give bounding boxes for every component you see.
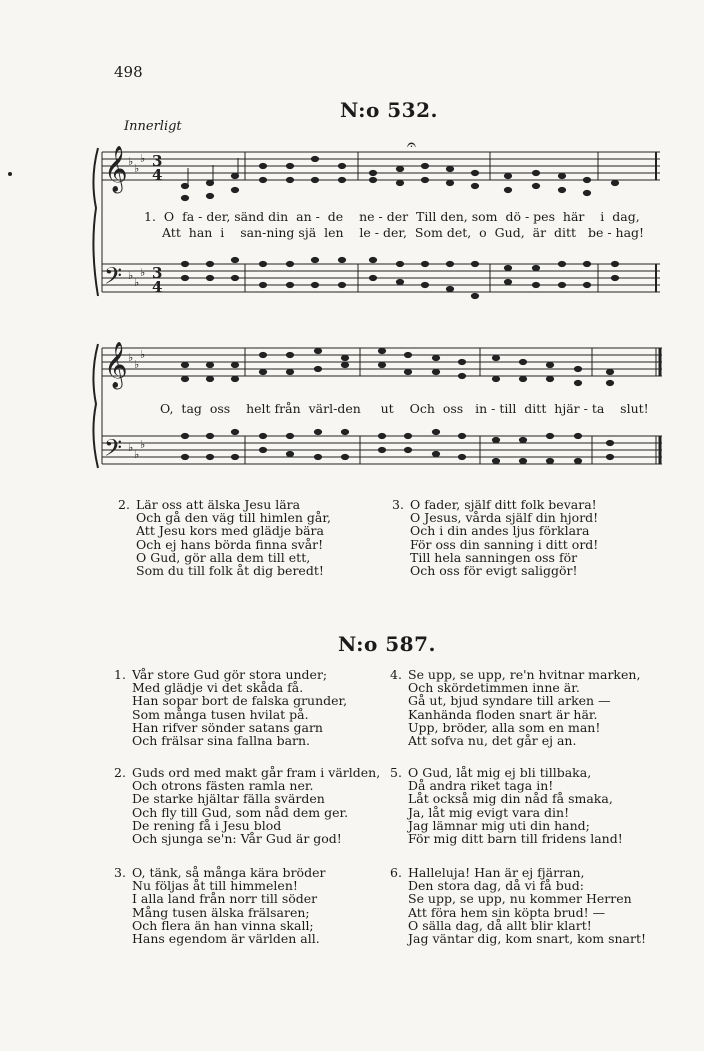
verse-line: Och ej hans börda finna svår! bbox=[136, 536, 324, 552]
verse-line: Jag väntar dig, kom snart, kom snart! bbox=[408, 931, 647, 947]
verse-line: O Gud, låt mig ej bli tillbaka, bbox=[408, 765, 592, 780]
verse-line: Guds ord med makt går fram i världen, bbox=[132, 765, 381, 780]
lyrics-line-3: O, tag oss helt från värl-den ut Och oss in - till ditt hjär - ta slut! bbox=[160, 401, 649, 416]
verse-line: Att Jesu kors med glädje bära bbox=[136, 523, 324, 539]
verse-number: 4. bbox=[390, 667, 402, 682]
verse-587-4 bbox=[390, 667, 641, 749]
verse-line: Och frälsar sina fallna barn. bbox=[132, 733, 311, 749]
svg-text:♭: ♭ bbox=[134, 276, 140, 289]
verse-number: 2. bbox=[118, 497, 130, 512]
verse-line: För mig ditt barn till fridens land! bbox=[408, 831, 623, 847]
lyrics-line-2: Att han i san-ning sjä len le - der, Som det, o Gud, är ditt be - hag! bbox=[162, 225, 645, 240]
svg-text:♭: ♭ bbox=[140, 266, 146, 279]
verse-532-2 bbox=[118, 497, 331, 579]
verse-532-3 bbox=[392, 497, 599, 579]
verse-line: Se upp, se upp, re'n hvitnar marken, bbox=[408, 667, 641, 682]
tempo-marking: Innerligt bbox=[124, 119, 182, 134]
verse-line: Vår store Gud gör stora under; bbox=[132, 667, 328, 682]
lyrics-line-1: 1. O fa - der, sänd din an - de ne - der Till den, som dö - pes här i dag, bbox=[144, 209, 640, 224]
verse-587-2 bbox=[114, 765, 381, 847]
verse-line: Och fly till Gud, som nåd dem ger. bbox=[132, 804, 349, 820]
verse-line: Han rifver sönder satans garn bbox=[132, 719, 323, 735]
hymn-532-title: N:o 532. bbox=[340, 98, 438, 122]
verse-line: O sälla dag, då allt blir klart! bbox=[408, 917, 592, 933]
verse-line: Att sofva nu, det går ej an. bbox=[408, 733, 577, 749]
music-score-system-1 bbox=[90, 138, 670, 310]
svg-text:♭: ♭ bbox=[134, 162, 140, 175]
svg-text:♭: ♭ bbox=[128, 351, 134, 364]
svg-text:♭: ♭ bbox=[140, 438, 146, 451]
verse-line: Kanhända floden snart är här. bbox=[408, 706, 598, 722]
verse-line: Låt också mig din nåd få smaka, bbox=[408, 791, 613, 807]
verse-line: Mång tusen älska frälsaren; bbox=[132, 904, 310, 920]
verse-line: Hans egendom är världen all. bbox=[132, 931, 320, 947]
svg-text:4: 4 bbox=[152, 166, 163, 184]
svg-text:♭: ♭ bbox=[128, 441, 134, 454]
verse-line: De starke hjältar fälla svärden bbox=[132, 791, 325, 807]
verse-line: Till hela sanningen oss för bbox=[410, 549, 578, 565]
margin-dot bbox=[8, 172, 12, 176]
verse-587-3 bbox=[114, 865, 326, 947]
svg-text:♭: ♭ bbox=[140, 152, 146, 165]
verse-line: Lär oss att älska Jesu lära bbox=[136, 497, 301, 512]
verse-line: Som många tusen hvilat på. bbox=[132, 706, 309, 722]
verse-587-6 bbox=[390, 865, 647, 947]
verse-587-5 bbox=[390, 765, 623, 847]
svg-text:♭: ♭ bbox=[128, 269, 134, 282]
verse-line: Ja, låt mig evigt vara din! bbox=[408, 804, 570, 820]
bass-clef-icon: 𝄢 bbox=[104, 434, 123, 467]
treble-clef-icon: 𝄞 bbox=[104, 342, 128, 388]
verse-number: 3. bbox=[114, 865, 126, 880]
verse-line: O Jesus, vårda själf din hjord! bbox=[410, 510, 599, 526]
verse-line: Och sjunga se'n: Vår Gud är god! bbox=[132, 831, 342, 847]
verse-line: Han sopar bort de falska grunder, bbox=[132, 693, 348, 709]
verse-line: Och oss för evigt saliggör! bbox=[410, 563, 578, 579]
verse-number: 1. bbox=[114, 667, 126, 682]
verse-number: 5. bbox=[390, 765, 402, 780]
verse-line: Med glädje vi det skåda få. bbox=[132, 680, 304, 696]
verse-line: Nu följas åt till himmelen! bbox=[132, 878, 298, 894]
verse-number: 2. bbox=[114, 765, 126, 780]
verse-line: Och gå den väg till himlen går, bbox=[136, 510, 331, 526]
verse-line: Och i din andes ljus förklara bbox=[410, 523, 590, 539]
verse-number: 6. bbox=[390, 865, 402, 880]
verse-line: Se upp, se upp, nu kommer Herren bbox=[408, 891, 632, 907]
verse-line: O fader, själf ditt folk bevara! bbox=[410, 497, 597, 512]
page-number: 498 bbox=[114, 63, 143, 81]
verse-line: Som du till folk åt dig beredt! bbox=[136, 563, 324, 579]
verse-line: Halleluja! Han är ej fjärran, bbox=[408, 865, 585, 880]
svg-text:♭: ♭ bbox=[134, 448, 140, 461]
hymn-587-title: N:o 587. bbox=[338, 632, 436, 656]
svg-text:♭: ♭ bbox=[140, 348, 146, 361]
verse-line: Upp, bröder, alla som en man! bbox=[408, 719, 601, 735]
svg-text:3: 3 bbox=[152, 264, 163, 282]
verse-line: Att föra hem sin köpta brud! — bbox=[408, 904, 606, 920]
verse-line: Den stora dag, då vi få bud: bbox=[408, 878, 584, 894]
verse-line: Och skördetimmen inne är. bbox=[408, 680, 580, 696]
treble-clef-icon: 𝄞 bbox=[104, 146, 128, 192]
time-signature: 3 bbox=[152, 152, 163, 170]
verse-line: Gå ut, bjud syndare till arken — bbox=[408, 693, 611, 709]
verse-number: 3. bbox=[392, 497, 404, 512]
verse-line: I alla land från norr till söder bbox=[132, 891, 318, 907]
verse-line: För oss din sanning i ditt ord! bbox=[410, 536, 599, 552]
verse-line: Jag lämnar mig uti din hand; bbox=[408, 817, 590, 833]
verse-line: Då andra riket taga in! bbox=[408, 778, 554, 794]
verse-line: De rening få i Jesu blod bbox=[132, 817, 282, 833]
verse-line: Och flera än han vinna skall; bbox=[132, 917, 314, 933]
verse-587-1 bbox=[114, 667, 348, 749]
svg-text:♭: ♭ bbox=[134, 358, 140, 371]
svg-text:4: 4 bbox=[152, 278, 163, 296]
flat-sign: ♭ bbox=[128, 155, 134, 168]
fermata-icon: 𝄐 bbox=[407, 138, 416, 154]
verse-line: O Gud, gör alla dem till ett, bbox=[136, 549, 311, 565]
verse-line: O, tänk, så många kära bröder bbox=[132, 865, 326, 880]
verse-line: Och otrons fästen ramla ner. bbox=[132, 778, 314, 794]
bass-clef-icon: 𝄢 bbox=[104, 262, 123, 295]
